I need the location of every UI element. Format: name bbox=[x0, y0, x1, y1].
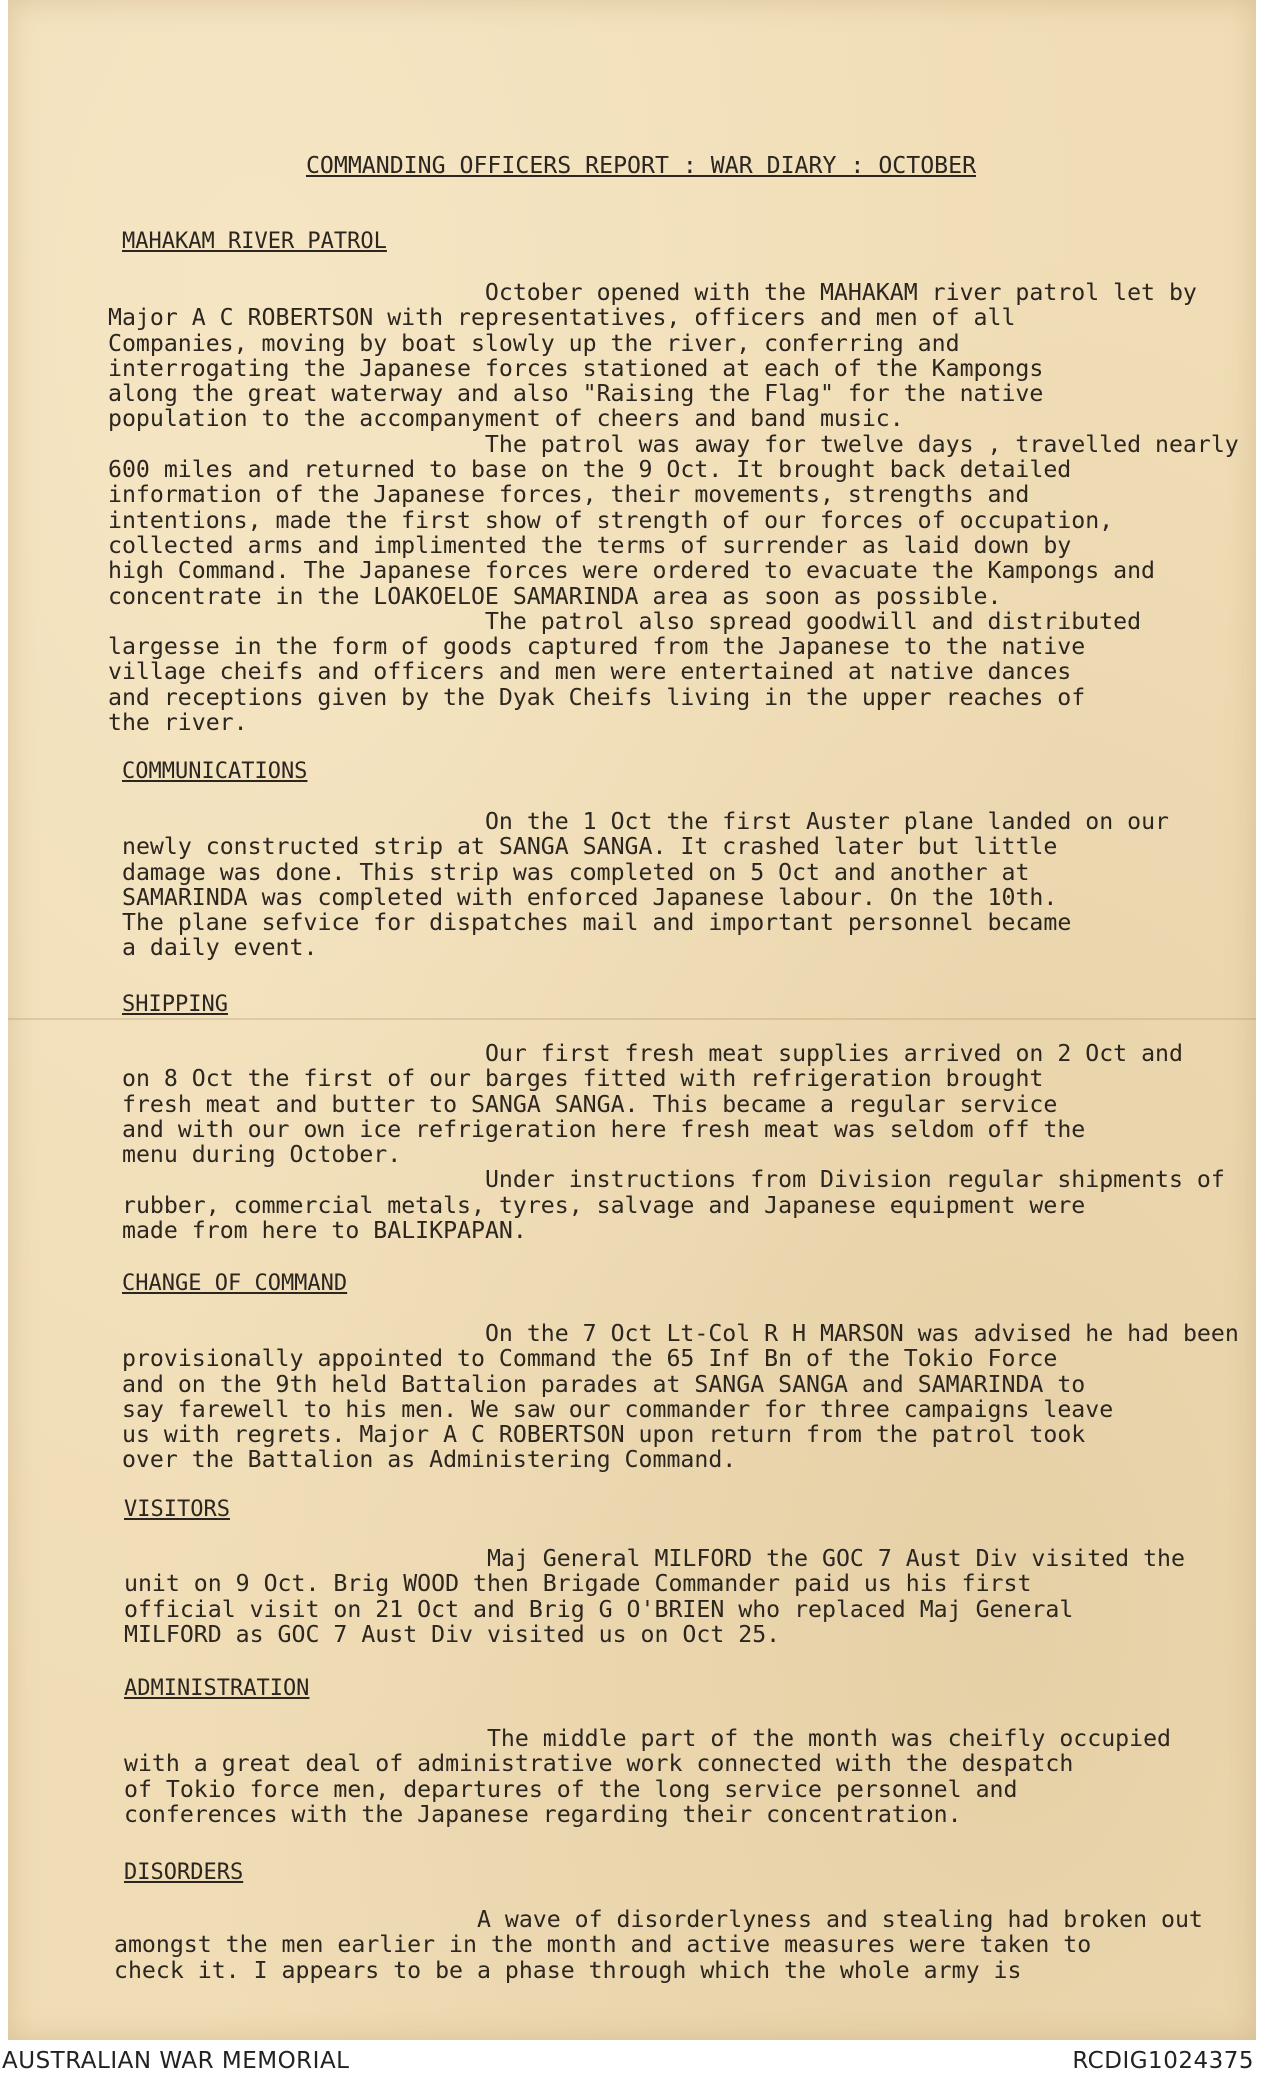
section-heading-administration: ADMINISTRATION bbox=[124, 1676, 310, 1701]
section-heading-shipping: SHIPPING bbox=[122, 992, 228, 1017]
section-body-disorders: A wave of disorderlyness and stealing had broken out amongst the men earlier in the month and active measures were taken to check it. I appears to be a phase through which the whole army is bbox=[114, 1906, 1203, 1984]
section-body-visitors: Maj General MILFORD the GOC 7 Aust Div visited the unit on 9 Oct. Brig WOOD then Brigade Commander paid us his first official visit on 21 Oct and Brig G O'BRIEN who replaced Maj General MILFORD as GOC 7 Aust Div visited us on Oct 25. bbox=[124, 1545, 1185, 1648]
section-body-communications: On the 1 Oct the first Auster plane landed on our newly constructed strip at SANGA SANGA. It crashed later but little damage was done. This strip was completed on 5 Oct and another at SAMARINDA was completed with enforced Japanese labour. On the 10th. The plane sefvice for dispatches mail and important personnel became a daily event. bbox=[122, 808, 1170, 962]
section-body-administration: The middle part of the month was cheifly occupied with a great deal of administrative work connected with the despatch of Tokio force men, departures of the long service personnel and conferences with the Japanese regarding their concentration. bbox=[124, 1725, 1172, 1828]
section-body-mahakam: October opened with the MAHAKAM river patrol let by Major A C ROBERTSON with representatives, officers and men of all Companies, moving by boat slowly up the river, conferring and interrogating the Japanese forces stationed at each of the Kampongs along the great waterway and also "Raising the Flag" for the native population to the accompanyment of cheers and band music. The patrol was away for twelve days , travelled nearly 600 miles and returned to base on the 9 Oct. It brought back detailed information of the Japanese forces, their movements, strengths and intentions, made the first show of strength of our forces of occupation, collected arms and implimented the terms of surrender as laid down by high Command. The Japanese forces were ordered to evacuate the Kampongs and concentrate in the LOAKOELOE SAMARINDA area as soon as possible. The patrol also spread goodwill and distributed largesse in the form of goods captured from the Japanese to the native village cheifs and officers and men were entertained at native dances and receptions given by the Dyak Cheifs living in the upper reaches of the river. bbox=[108, 279, 1239, 737]
footer-archive-name: AUSTRALIAN WAR MEMORIAL bbox=[2, 2048, 350, 2074]
section-heading-visitors: VISITORS bbox=[124, 1497, 230, 1522]
page-fold-line bbox=[8, 1018, 1256, 1020]
page-title: COMMANDING OFFICERS REPORT : WAR DIARY : OCTOBER bbox=[305, 152, 977, 179]
footer-record-id: RCDIG1024375 bbox=[1072, 2048, 1254, 2074]
section-heading-mahakam: MAHAKAM RIVER PATROL bbox=[122, 229, 387, 254]
section-body-shipping: Our first fresh meat supplies arrived on 2 Oct and on 8 Oct the first of our barges fitted with refrigeration brought fresh meat and butter to SANGA SANGA. This became a regular service and with our own ice refrigeration here fresh meat was seldom off the menu during October. Under instructions from Division regular shipments of rubber, commercial metals, tyres, salvage and Japanese equipment were made from here to BALIKPAPAN. bbox=[122, 1040, 1225, 1245]
section-heading-change-of-command: CHANGE OF COMMAND bbox=[122, 1271, 348, 1296]
section-heading-communications: COMMUNICATIONS bbox=[122, 759, 308, 784]
section-heading-disorders: DISORDERS bbox=[124, 1860, 244, 1885]
section-body-change-of-command: On the 7 Oct Lt-Col R H MARSON was advised he had been provisionally appointed to Command the 65 Inf Bn of the Tokio Force and on the 9th held Battalion parades at SANGA SANGA and SAMARINDA to say farewell to his men. We saw our commander for three campaigns leave us with regrets. Major A C ROBERTSON upon return from the patrol took over the Battalion as Administering Command. bbox=[122, 1320, 1239, 1474]
